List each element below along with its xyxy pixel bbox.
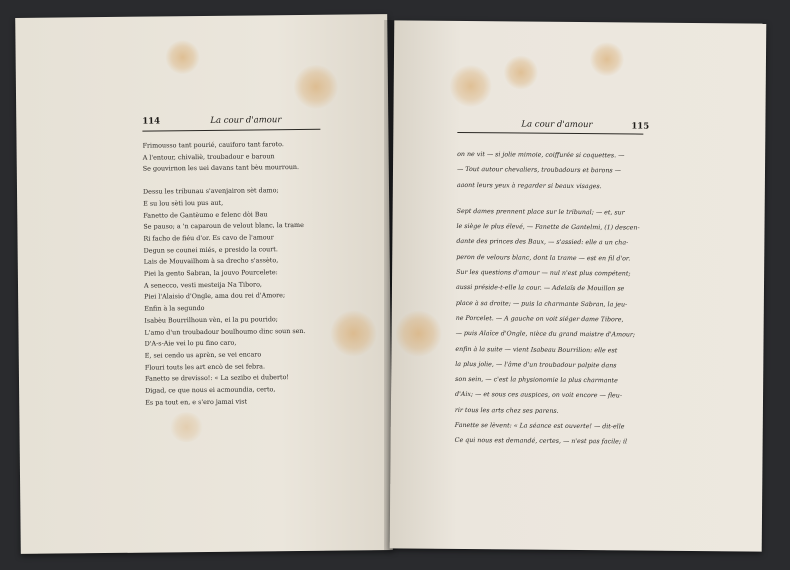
text-line: peron de velours blanc, dont la trame — est en fil d'or. — [456, 253, 631, 263]
foxing-stain — [169, 412, 203, 442]
text-line: Sept dames prennent place sur le tribunal; — et, sur — [456, 207, 625, 217]
text-line: E su lou sèti lou pus aut, — [143, 198, 224, 208]
text-line: Flouri touts les art encò de sei febra. — [144, 362, 266, 372]
text-line: D'A-s-Aie vei lo pu fino caro, — [144, 338, 237, 348]
foxing-stain — [330, 310, 376, 356]
text-line: Enfin à la segundo — [144, 304, 205, 313]
text-line: Se pauso; a 'n caparoun de velout blanc, la trame — [143, 221, 304, 231]
text-line: Fanetto se drevisso!: « La sezibo ei duberto! — [144, 373, 290, 383]
text-line: le siège le plus élevé, — Fanette de Gantelmi, (1) descen- — [456, 223, 640, 232]
prose-translation — [455, 147, 641, 450]
foxing-stain — [590, 42, 624, 76]
text-line: ne Porcelet. — A gauche on voit siéger dame Tibore, — [455, 314, 624, 324]
page-number: 115 — [631, 121, 650, 132]
text-line: Se gouvirnon les uei davans tant bèu mourroun. — [142, 163, 300, 174]
left-page — [15, 14, 393, 554]
foxing-stain — [504, 55, 538, 89]
text-line: Dessu les tribunau s'avenjairon sèt damo; — [142, 186, 279, 196]
text-line: Piei la gento Sabran, la jouvo Pourcelete: — [143, 268, 278, 278]
text-line: enfin à la suite — vient Isabeau Bourrilion: elle est — [455, 345, 618, 354]
text-line: aaont leurs yeux à regarder si beaux visages. — [456, 181, 602, 190]
foxing-stain — [450, 65, 492, 107]
text-line: Ri facho de fiéu d'or. Es cavo de l'amour — [143, 233, 274, 243]
text-line: Fanetto de Gantèumo e felenc dòi Bau — [143, 209, 268, 220]
text-line: A l'entour, chivaliè, troubadour e baroun — [142, 151, 275, 162]
text-line: Es pa tout en, e s'ero jamai vist — [145, 397, 248, 407]
text-line: Ce qui nous est demandé, certes, — n'est pas facile; il — [454, 437, 628, 446]
foxing-stain — [395, 310, 441, 356]
running-head: La cour d'amour — [521, 119, 593, 131]
text-line: dante des princes des Baux, — s'assied: elle a un cha- — [456, 238, 629, 247]
text-line: la plus jolie, — l'âme d'un troubadour palpite dans — [455, 360, 617, 370]
text-line: Digad, ce que nous ei acmoundia, certo, — [145, 385, 276, 395]
text-line: E, sei cendo us aprèn, se vei encaro — [144, 350, 262, 360]
text-line: aussi préside-t-elle la cour. — Adelaïs de Mouillon se — [455, 284, 625, 293]
running-head: La cour d'amour — [210, 115, 282, 126]
text-line: L'amo d'un troubadour boulhoumo dinc soun sen. — [144, 326, 306, 337]
foxing-stain — [165, 40, 199, 74]
text-line: d'Aix; — et sous ces auspices, on voit encore — fleu- — [455, 391, 622, 400]
text-line: — puis Alaïce d'Ongle, nièce du grand maistre d'Amour; — [455, 330, 636, 339]
text-line: Sur les questions d'amour — nul n'est plus compétent; — [456, 269, 631, 278]
right-page — [390, 20, 767, 551]
text-line: Fanette se lèvent: « La séance est ouverte! — dit-elle — [454, 421, 625, 431]
text-line: rir tous les arts chez ses parens. — [454, 406, 559, 415]
text-line: A senecco, vesti mesteija Na Tiboro, — [143, 280, 262, 290]
foxing-stain — [294, 65, 338, 109]
text-line: Frimousso tant pourié, cauiforo tant faroto. — [142, 140, 284, 150]
text-line: Lais de Mouvailhom à sa drecho s'assèto, — [143, 256, 279, 266]
text-line: place à sa droite; — puis la charmante Sabran, la jeu- — [455, 299, 628, 309]
text-line: — Tout autour chevaliers, troubadours et barons — — [456, 166, 621, 175]
page-number: 114 — [142, 116, 161, 127]
header-rule — [142, 129, 320, 132]
text-line: Degun se counei miés, e presido la court. — [143, 244, 278, 255]
text-line: on ne vit — si jolie mimoie, coiffurée si coquettes. — — [457, 150, 625, 160]
poem-text — [142, 139, 306, 409]
header-rule — [457, 132, 643, 135]
text-line: son sein, — c'est la physionomie la plus charmante — [455, 376, 618, 385]
text-line: Piei l'Alaisio d'Ongle, ama dou rei d'Amore; — [144, 291, 286, 302]
text-line: Isabèu Bourrilhoun vèn, ei la pu pourido; — [144, 315, 278, 325]
